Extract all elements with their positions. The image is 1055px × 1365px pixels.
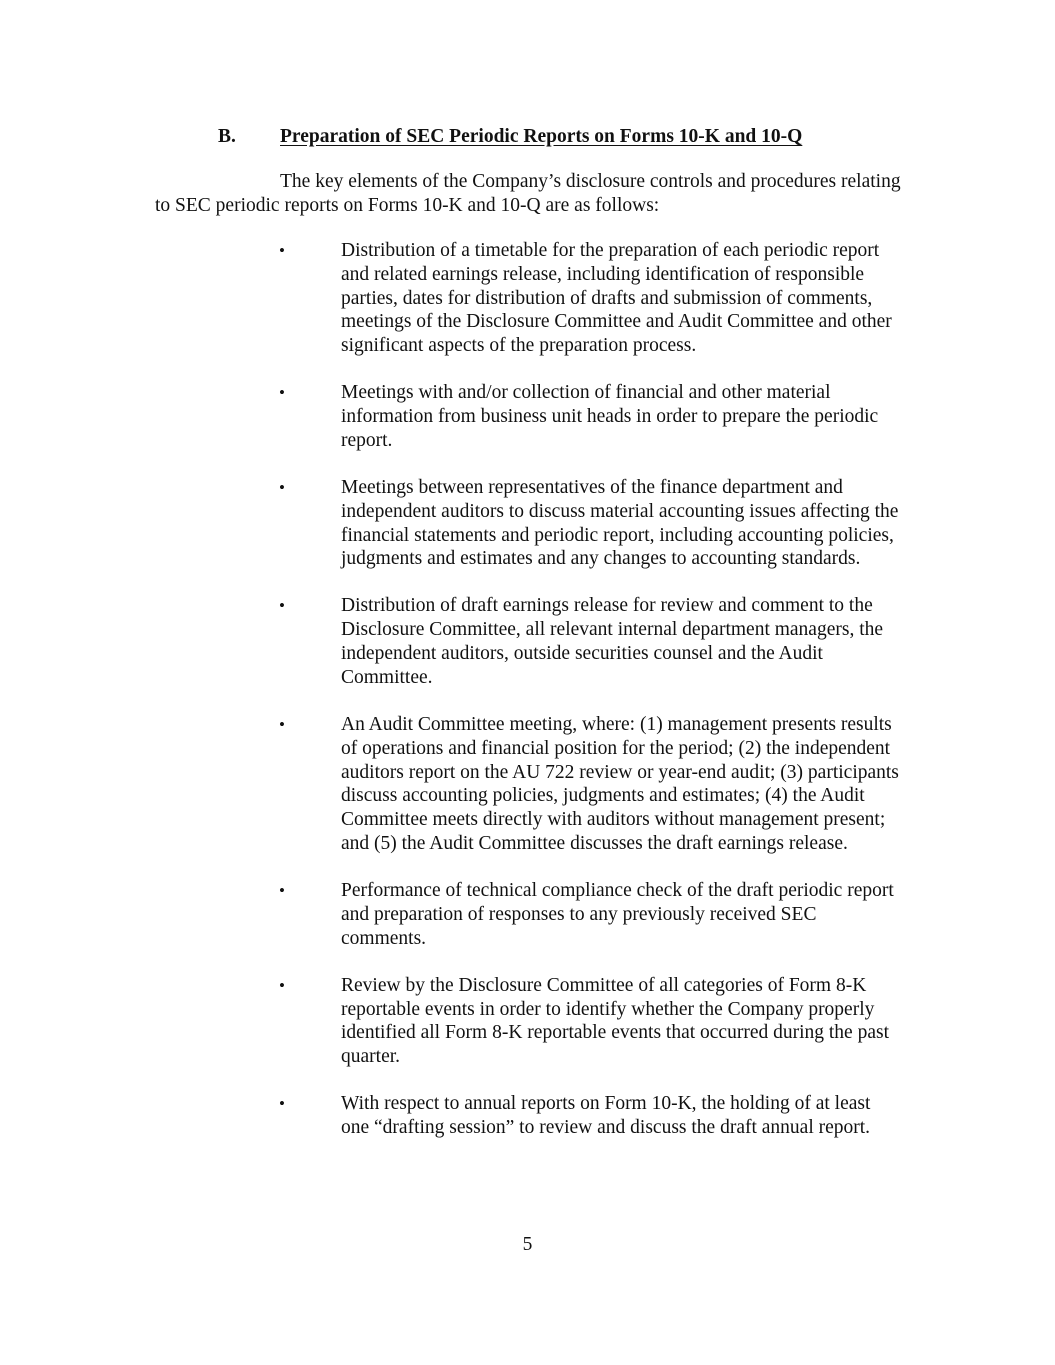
bullet-text: Meetings with and/or collection of financial and other material information from business unit heads in order to prepare the periodic report.: [341, 382, 879, 451]
bullet-item: [0, 1092, 1055, 1140]
bullet-icon: •: [279, 881, 285, 901]
section-letter: B.: [218, 126, 236, 147]
bullet-icon: •: [279, 714, 285, 734]
bullet-icon: •: [279, 1094, 285, 1114]
bullet-item: [0, 713, 1055, 856]
section-heading: [0, 123, 1055, 151]
bullet-text: Distribution of draft earnings release for review and comment to the Disclosure Committee, all relevant internal department managers, the independent auditors, outside securities counsel and the Audit Committee.: [341, 595, 884, 688]
bullet-icon: •: [279, 975, 285, 995]
bullet-icon: •: [279, 477, 285, 497]
bullet-item: [0, 974, 1055, 1069]
bullet-text: Distribution of a timetable for the preparation of each periodic report and related earnings release, including identification of responsible parties, dates for distribution of drafts and submission of comments, meetings of the Disclosure Committee and Audit Committee and other significant aspects of the preparation process.: [341, 240, 892, 357]
bullet-item: [0, 476, 1055, 571]
bullet-item: [0, 239, 1055, 358]
bullet-text: With respect to annual reports on Form 10-K, the holding of at least one “drafting session” to review and discuss the draft annual report.: [341, 1093, 871, 1138]
section-title: Preparation of SEC Periodic Reports on Forms 10-K and 10-Q: [280, 126, 803, 147]
bullet-text: An Audit Committee meeting, where: (1) management presents results of operations and financial position for the period; (2) the independent auditors report on the AU 722 review or year-end audit; (3) participants discuss accounting policies, judgments and estimates; (4) the Audit Committee meets directly with auditors without management present; and (5) the Audit Committee discusses the draft earnings release.: [341, 713, 899, 854]
bullet-icon: •: [279, 383, 285, 403]
bullet-item: [0, 879, 1055, 950]
bullet-list: [0, 239, 1055, 1163]
bullet-text: Review by the Disclosure Committee of all categories of Form 8-K reportable events in order to identify whether the Company properly identified all Form 8-K reportable events that occurred during the past quarter.: [341, 974, 889, 1068]
bullet-item: [0, 594, 1055, 689]
page-number: 5: [522, 1234, 533, 1255]
bullet-item: [0, 381, 1055, 452]
bullet-text: Meetings between representatives of the finance department and independent auditors to discuss material accounting issues affecting the financial statements and periodic report, including accounting policies, judgments and estimates and any changes to accounting standards.: [341, 476, 899, 570]
bullet-icon: •: [279, 241, 285, 260]
intro-paragraph: The key elements of the Company’s disclosure controls and procedures relating to SEC periodic reports on Forms 10-K and 10-Q are as follows:: [155, 171, 901, 216]
bullet-icon: •: [279, 596, 285, 616]
bullet-text: Performance of technical compliance check of the draft periodic report and preparation of responses to any previously received SEC comments.: [341, 880, 894, 949]
